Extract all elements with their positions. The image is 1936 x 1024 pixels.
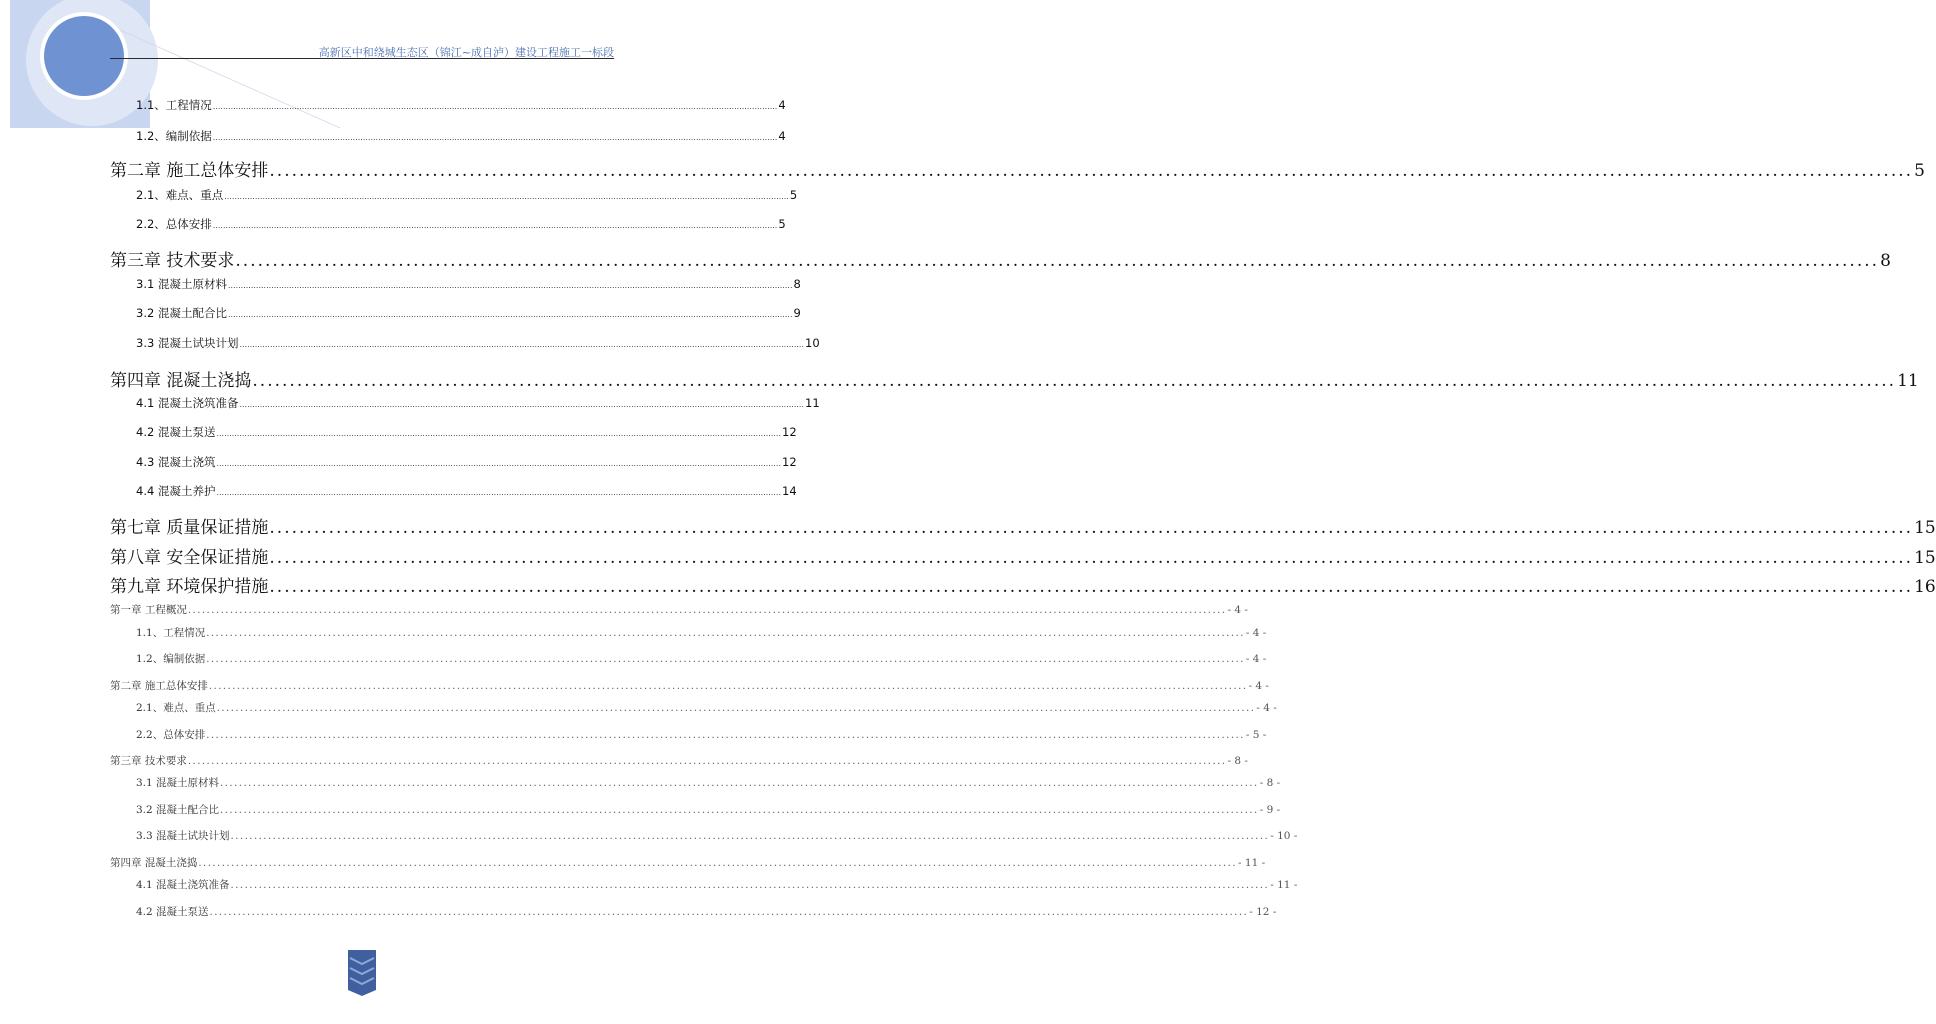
toc-entry-page: - 11 - <box>1270 879 1298 891</box>
toc-chapter[interactable] <box>110 366 1919 391</box>
toc-leader: .............................................................................................................................................................................................................................. <box>206 730 1245 741</box>
toc-entry[interactable] <box>136 454 797 470</box>
toc-entry-page: 11 <box>805 396 820 410</box>
toc-leader: .............................................................................................................................................................................................................................. <box>230 831 1270 842</box>
toc-entry-page: - 8 - <box>1259 777 1281 789</box>
toc-leader: .............................................................................................................................................................................................................................. <box>239 400 804 409</box>
toc-leader: .............................................................................................................................................................................................................................. <box>212 102 778 111</box>
toc-entry-page: - 4 - <box>1227 604 1248 616</box>
toc-leader: .............................................................................................................................................................................................................................. <box>208 681 1248 692</box>
toc-entry-page: 11 <box>1897 371 1919 391</box>
toc-leader: .............................................................................................................................................................................................................................. <box>230 880 1270 891</box>
toc-old-entry[interactable] <box>136 775 1281 789</box>
toc-old-entry[interactable] <box>136 651 1267 665</box>
toc-entry[interactable] <box>136 335 820 351</box>
toc-entry-title: 1.1、工程情况 <box>136 627 206 639</box>
toc-entry-title: 3.3 混凝土试块计划 <box>136 336 239 350</box>
toc-entry[interactable] <box>136 424 797 440</box>
toc-entry-page: 16 <box>1914 577 1936 597</box>
header-title: 高新区中和绕城生态区（锦江~成自泸）建设工程施工一标段 <box>318 46 614 59</box>
toc-entry-title: 第四章 混凝土浇捣 <box>110 857 198 869</box>
toc-leader: .............................................................................................................................................................................................................................. <box>269 518 1914 538</box>
toc-entry-page: 5 <box>1914 161 1925 181</box>
toc-leader: .............................................................................................................................................................................................................................. <box>212 133 778 142</box>
toc-leader: .............................................................................................................................................................................................................................. <box>224 192 789 201</box>
toc-entry-page: 14 <box>782 484 797 498</box>
toc-entry-title: 第九章 环境保护措施 <box>110 577 269 597</box>
toc-leader: .............................................................................................................................................................................................................................. <box>212 221 778 230</box>
toc-old-entry[interactable] <box>110 602 1248 616</box>
decor-inner-circle <box>44 16 124 96</box>
toc-leader: .............................................................................................................................................................................................................................. <box>220 805 1259 816</box>
toc-entry-page: 8 <box>1880 251 1891 271</box>
toc-entry-title: 第七章 质量保证措施 <box>110 518 269 538</box>
toc-entry-title: 第二章 施工总体安排 <box>110 161 269 181</box>
toc-leader: .............................................................................................................................................................................................................................. <box>252 371 1897 391</box>
toc-entry-page: - 11 - <box>1238 857 1266 869</box>
toc-leader: .............................................................................................................................................................................................................................. <box>198 858 1238 869</box>
toc-entry-title: 2.2、总体安排 <box>136 217 212 231</box>
toc-entry-page: 12 <box>782 455 797 469</box>
toc-leader: .............................................................................................................................................................................................................................. <box>206 654 1245 665</box>
toc-entry-title: 3.1 混凝土原材料 <box>136 777 220 789</box>
toc-leader: .............................................................................................................................................................................................................................. <box>216 429 781 438</box>
toc-old-entry[interactable] <box>136 700 1277 714</box>
toc-entry-title: 第三章 技术要求 <box>110 755 187 767</box>
toc-entry-page: 12 <box>782 425 797 439</box>
toc-entry-page: - 9 - <box>1259 804 1281 816</box>
toc-entry-page: - 4 - <box>1248 680 1269 692</box>
toc-chapter[interactable] <box>110 572 1936 597</box>
toc-entry-title: 4.1 混凝土浇筑准备 <box>136 879 230 891</box>
toc-entry-title: 第一章 工程概况 <box>110 604 187 616</box>
toc-chapter[interactable] <box>110 513 1936 538</box>
toc-chapter[interactable] <box>110 156 1925 181</box>
toc-entry-title: 第四章 混凝土浇捣 <box>110 371 252 391</box>
toc-entry[interactable] <box>136 305 801 321</box>
toc-leader: .............................................................................................................................................................................................................................. <box>269 577 1914 597</box>
toc-entry-page: - 4 - <box>1245 653 1267 665</box>
toc-entry-page: 15 <box>1914 548 1936 568</box>
toc-old-entry[interactable] <box>110 855 1266 869</box>
toc-leader: .............................................................................................................................................................................................................................. <box>220 778 1259 789</box>
toc-entry[interactable] <box>136 128 786 144</box>
toc-chapter[interactable] <box>110 543 1936 568</box>
toc-old-entry[interactable] <box>110 678 1269 692</box>
toc-entry-title: 3.1 混凝土原材料 <box>136 277 227 291</box>
toc-entry-page: - 5 - <box>1245 729 1267 741</box>
toc-entry-page: - 10 - <box>1270 830 1298 842</box>
toc-entry-page: 4 <box>778 98 786 112</box>
toc-entry[interactable] <box>136 187 798 203</box>
toc-old-entry[interactable] <box>136 625 1267 639</box>
toc-entry-page: - 12 - <box>1249 906 1277 918</box>
header-rule <box>110 58 614 59</box>
toc-leader: .............................................................................................................................................................................................................................. <box>269 161 1914 181</box>
toc-entry-title: 1.2、编制依据 <box>136 129 212 143</box>
toc-old-entry[interactable] <box>136 877 1298 891</box>
toc-old-entry[interactable] <box>136 828 1298 842</box>
toc-leader: .............................................................................................................................................................................................................................. <box>187 605 1227 616</box>
toc-entry-page: 10 <box>805 336 820 350</box>
toc-entry-title: 第二章 施工总体安排 <box>110 680 208 692</box>
toc-entry-page: 15 <box>1914 518 1936 538</box>
toc-entry-title: 4.2 混凝土泵送 <box>136 425 216 439</box>
toc-leader: .............................................................................................................................................................................................................................. <box>227 310 793 319</box>
toc-entry-title: 4.1 混凝土浇筑准备 <box>136 396 239 410</box>
page-number-badge-icon <box>346 950 378 996</box>
toc-entry-page: 5 <box>778 217 786 231</box>
toc-entry-title: 2.1、难点、重点 <box>136 188 224 202</box>
toc-entry[interactable] <box>136 395 820 411</box>
toc-entry-title: 3.2 混凝土配合比 <box>136 804 220 816</box>
toc-entry-title: 第三章 技术要求 <box>110 251 235 271</box>
toc-entry-page: 8 <box>793 277 801 291</box>
toc-leader: .............................................................................................................................................................................................................................. <box>239 340 804 349</box>
toc-entry-page: 5 <box>789 188 798 202</box>
toc-leader: .............................................................................................................................................................................................................................. <box>269 548 1914 568</box>
toc-leader: .............................................................................................................................................................................................................................. <box>216 703 1256 714</box>
toc-chapter[interactable] <box>110 246 1891 271</box>
toc-entry-page: - 4 - <box>1256 702 1277 714</box>
toc-leader: .............................................................................................................................................................................................................................. <box>227 281 793 290</box>
toc-leader: .............................................................................................................................................................................................................................. <box>235 251 1880 271</box>
toc-entry-title: 2.1、难点、重点 <box>136 702 216 714</box>
toc-entry-title: 4.2 混凝土泵送 <box>136 906 209 918</box>
toc-old-entry[interactable] <box>136 802 1281 816</box>
toc-old-entry[interactable] <box>136 904 1277 918</box>
toc-old-entry[interactable] <box>110 753 1248 767</box>
toc-entry[interactable] <box>136 483 797 499</box>
toc-entry-title: 第八章 安全保证措施 <box>110 548 269 568</box>
toc-entry-title: 1.1、工程情况 <box>136 98 212 112</box>
toc-entry[interactable] <box>136 97 786 113</box>
toc-old-entry[interactable] <box>136 727 1267 741</box>
toc-entry-title: 4.4 混凝土养护 <box>136 484 216 498</box>
toc-entry[interactable] <box>136 216 786 232</box>
toc-entry-title: 4.3 混凝土浇筑 <box>136 455 216 469</box>
toc-leader: .............................................................................................................................................................................................................................. <box>209 907 1249 918</box>
toc-entry[interactable] <box>136 276 801 292</box>
toc-entry-title: 2.2、总体安排 <box>136 729 206 741</box>
toc-entry-title: 1.2、编制依据 <box>136 653 206 665</box>
toc-leader: .............................................................................................................................................................................................................................. <box>216 459 781 468</box>
toc-entry-page: - 8 - <box>1227 755 1248 767</box>
toc-leader: .............................................................................................................................................................................................................................. <box>216 488 781 497</box>
toc-leader: .............................................................................................................................................................................................................................. <box>206 628 1245 639</box>
toc-entry-page: 4 <box>778 129 786 143</box>
toc-entry-title: 3.2 混凝土配合比 <box>136 306 227 320</box>
toc-entry-page: - 4 - <box>1245 627 1267 639</box>
toc-entry-page: 9 <box>793 306 801 320</box>
toc-entry-title: 3.3 混凝土试块计划 <box>136 830 230 842</box>
toc-leader: .............................................................................................................................................................................................................................. <box>187 756 1227 767</box>
